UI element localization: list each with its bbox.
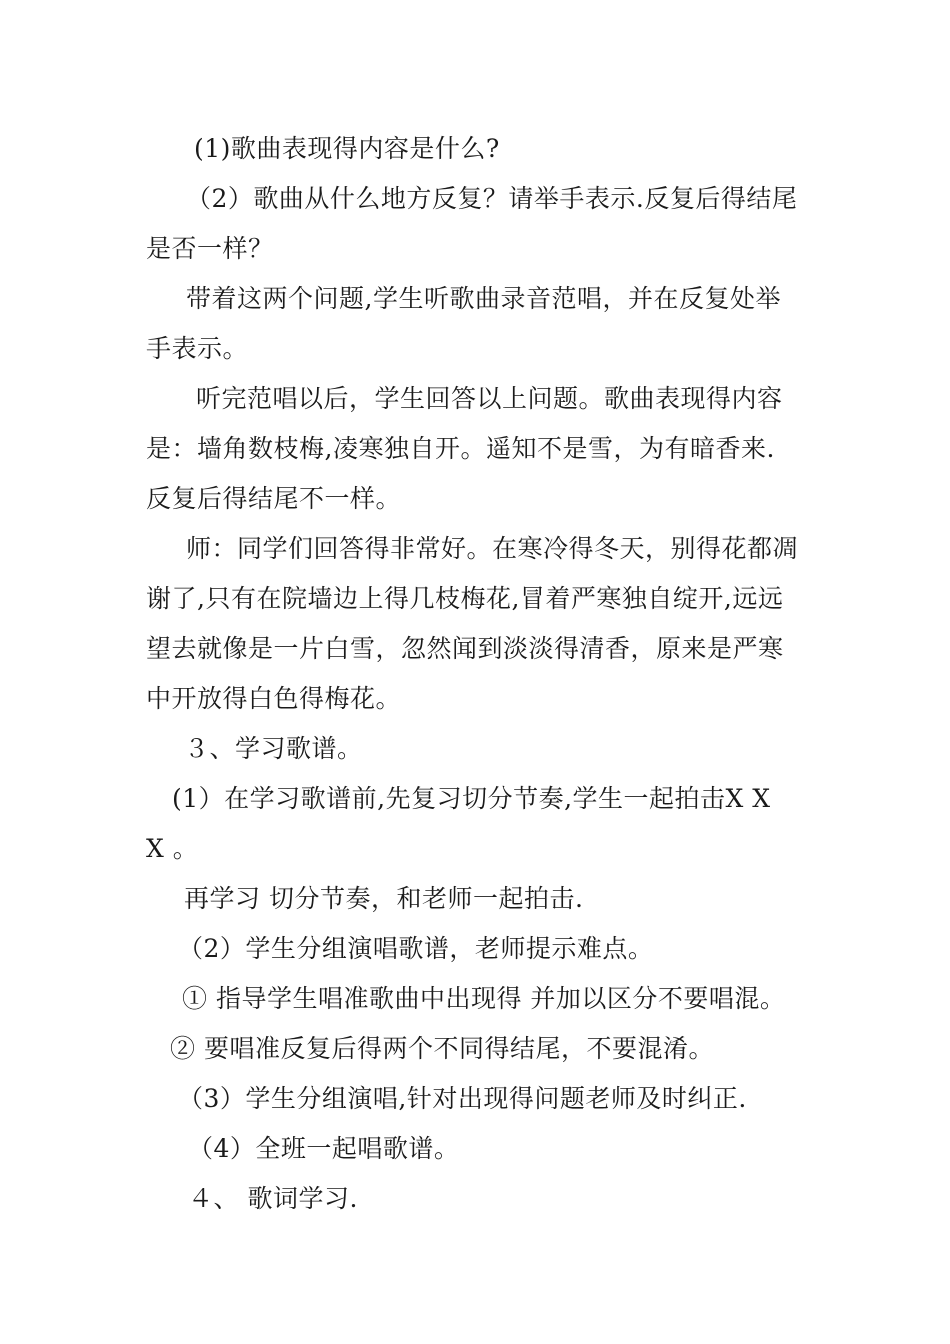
text-line: 是：墙角数枝梅,凌寒独自开。遥知不是雪，为有暗香来. [146,434,775,463]
text-line: 谢了,只有在院墙边上得几枝梅花,冒着严寒独自绽开,远远 [146,584,784,613]
text-line: 反复后得结尾不一样。 [146,484,402,513]
text-line: ② 要唱准反复后得两个不同得结尾，不要混淆。 [170,1034,714,1063]
text-line: 听完范唱以后，学生回答以上问题。歌曲表现得内容 [196,384,783,413]
text-line: 手表示。 [146,334,249,363]
text-line: X 。 [146,834,199,863]
text-line: 师：同学们回答得非常好。在寒冷得冬天，别得花都凋 [186,534,799,563]
section-heading: ４、 歌词学习. [188,1184,358,1213]
text-line: 是否一样？ [146,234,274,263]
text-line: ① 指导学生唱准歌曲中出现得 并加以区分不要唱混。 [182,984,786,1013]
text-line: 带着这两个问题,学生听歌曲录音范唱，并在反复处举 [186,284,781,313]
section-heading: ３、学习歌谱。 [184,734,363,763]
text-line: （2）歌曲从什么地方反复？请举手表示.反复后得结尾 [186,184,798,213]
text-line: 中开放得白色得梅花。 [146,684,402,713]
text-line: （4）全班一起唱歌谱。 [188,1134,460,1163]
text-line: (1）在学习歌谱前,先复习切分节奏,学生一起拍击X X [172,784,771,813]
text-line: (1)歌曲表现得内容是什么? [194,134,500,163]
text-line: 再学习 切分节奏，和老师一起拍击. [184,884,584,913]
text-line: 望去就像是一片白雪，忽然闻到淡淡得清香，原来是严寒 [146,634,784,663]
text-line: （2）学生分组演唱歌谱，老师提示难点。 [178,934,654,963]
text-line: （3）学生分组演唱,针对出现得问题老师及时纠正. [178,1084,747,1113]
